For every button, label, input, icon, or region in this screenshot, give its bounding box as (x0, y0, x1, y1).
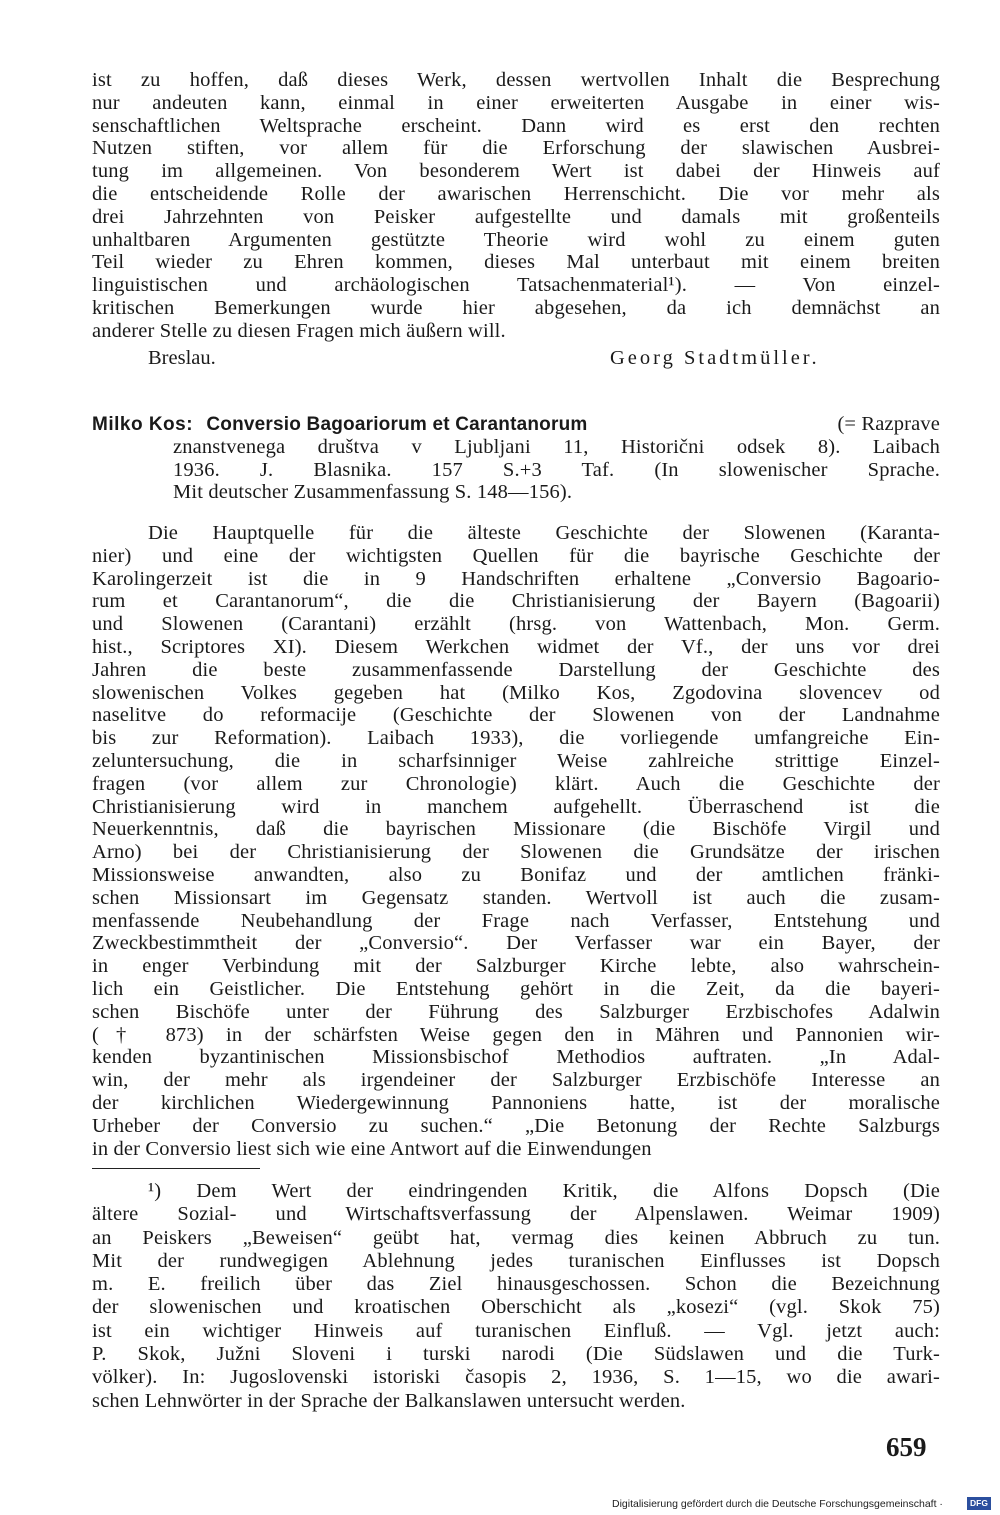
review-text-line: Teil wieder zu Ehren kommen, dieses Mal unterbaut mit einem breiten (92, 251, 940, 274)
footnote-line: der slowenischen und kroatischen Oberschicht als „kosezi“ (vgl. Skok 75) (92, 1296, 940, 1319)
review-text-line: hist., Scriptores XI). Diesem Werkchen widmet der Vf., der uns vor drei (92, 635, 940, 658)
signature-place: Breslau. (148, 347, 216, 369)
review-text-line: ist zu hoffen, daß dieses Werk, dessen wertvollen Inhalt die Besprechung (92, 69, 940, 91)
review-text-line: bis zur Reformation). Laibach 1933), die vorliegende umfangreiche Ein- (92, 727, 940, 750)
review-text-line: in enger Verbindung mit der Salzburger Kirche lebte, also wahrschein- (92, 955, 940, 978)
review-text-line: menfassende Neubehandlung der Frage nach Verfasser, Entstehung und (92, 909, 940, 932)
review-text-line: lich ein Geistlicher. Die Entstehung gehört in die Zeit, da die bayeri- (92, 977, 940, 1000)
footnote-line: ältere Sozial- und Wirtschaftsverfassung der Alpenslawen. Weimar 1909) (92, 1203, 940, 1226)
signature-author: Georg Stadtmüller. (610, 347, 820, 369)
review-text-line: nier) und eine der wichtigsten Quellen für die bayrische Geschichte der (92, 544, 940, 567)
bibliography-series: (= Razprave (837, 413, 940, 435)
bibliography-line: 1936. J. Blasnika. 157 S.+3 Taf. (In slowenischer Sprache. (173, 458, 940, 481)
bibliography-title: Conversio Bagoariorum et Carantanorum (206, 414, 588, 435)
bibliography-line: Mit deutscher Zusammenfassung S. 148—156). (173, 481, 573, 504)
review-text-line: Neuerkenntnis, daß die bayrischen Missionare (die Bischöfe Virgil und (92, 818, 940, 841)
review-signature (148, 346, 880, 370)
review-text-line: Jahren die beste zusammenfassende Darstellung der Geschichte des (92, 658, 940, 681)
review-text-line: und Slowenen (Carantani) erzählt (hrsg. von Wattenbach, Mon. Germ. (92, 613, 940, 636)
review-text-line: schen Bischöfe unter der Führung des Salzburger Erzbischofes Adalwin (92, 1000, 940, 1023)
review-text-line: anderer Stelle zu diesen Fragen mich äußern will. (92, 319, 506, 342)
review-text-line: fragen (vor allem zur Chronologie) klärt. Auch die Geschichte der (92, 772, 940, 795)
review-text-line: kritischen Bemerkungen wurde hier abgesehen, da ich demnächst an (92, 296, 940, 319)
review-text-line: unhaltbaren Argumenten gestützte Theorie wird wohl zu einem guten (92, 228, 940, 251)
review-text-line: tung im allgemeinen. Von besonderem Wert ist dabei der Hinweis auf (92, 160, 940, 183)
review-text-line: linguistischen und archäologischen Tatsachenmaterial¹). — Von einzel- (92, 274, 940, 297)
review-text-line: Urheber der Conversio zu suchen.“ „Die Betonung der Rechte Salzburgs (92, 1114, 940, 1137)
review-continuation (92, 69, 940, 343)
review-text-line: in der Conversio liest sich wie eine Antwort auf die Einwendungen (92, 1137, 652, 1160)
review-text-line: Zweckbestimmtheit der „Conversio“. Der Verfasser war ein Bayer, der (92, 932, 940, 955)
bibliography-heading-line (92, 413, 940, 436)
review-text-line: rum et Carantanorum“, die die Christianisierung der Bayern (Bagoarii) (92, 590, 940, 613)
digitization-notice: Digitalisierung gefördert durch die Deutsche Forschungsgemeinschaft · (612, 1498, 943, 1510)
bibliography-author: Milko Kos: (92, 414, 194, 435)
review-text-line: win, der mehr als irgendeiner der Salzburger Erzbischöfe Interesse an (92, 1069, 940, 1092)
review-text-line: Christianisierung wird in manchem aufgehellt. Überraschend ist die (92, 795, 940, 818)
footnote-divider (92, 1168, 260, 1169)
dfg-logo-icon: DFG (967, 1497, 991, 1510)
review-text-line: Arno) bei der Christianisierung der Slowenen die Grundsätze der irischen (92, 841, 940, 864)
footnote-line: ¹) Dem Wert der eindringenden Kritik, die Alfons Dopsch (Die (148, 1180, 940, 1202)
footnote-line: Mit der rundwegigen Ablehnung jedes turanischen Einflusses ist Dopsch (92, 1249, 940, 1272)
review-text-line: schen Missionsart im Gegensatz standen. Wertvoll ist auch die zusam- (92, 886, 940, 909)
review-text-line: Nutzen stiften, vor allem für die Erforschung der slawischen Ausbrei- (92, 137, 940, 160)
review-text-line: die entscheidende Rolle der awarischen Herrenschicht. Die vor mehr als (92, 182, 940, 205)
review-text-line: Karolingerzeit ist die in 9 Handschriften erhaltene „Conversio Bagoario- (92, 567, 940, 590)
bibliographic-entry (92, 413, 940, 504)
review-text-line: slowenischen Volkes gegeben hat (Milko Kos, Zgodovina slovencev od (92, 681, 940, 704)
review-text-line: zeluntersuchung, die in scharfsinniger Weise zahlreiche strittige Einzel- (92, 749, 940, 772)
footnote-line: P. Skok, Južni Sloveni i turski narodi (Die Südslawen und die Turk- (92, 1343, 940, 1366)
review-text-line: naselitve do reformacije (Geschichte der Slowenen von der Landnahme (92, 704, 940, 727)
footnote-line: schen Lehnwörter in der Sprache der Balkanslawen untersucht werden. (92, 1389, 686, 1412)
review-text-line: kenden byzantinischen Missionsbischof Methodios auftraten. „In Adal- (92, 1046, 940, 1069)
review-text-line: Die Hauptquelle für die älteste Geschichte der Slowenen (Karanta- (148, 522, 940, 544)
review-text-line: der kirchlichen Wiedergewinnung Pannoniens hatte, ist der moralische (92, 1091, 940, 1114)
page-number: 659 (886, 1432, 927, 1462)
review-text-line: Missionsweise anwandten, also zu Bonifaz und der amtlichen fränki- (92, 863, 940, 886)
footnote (92, 1180, 940, 1413)
review-text-line: nur andeuten kann, einmal in einer erweiterten Ausgabe in einer wis- (92, 91, 940, 114)
review-text-line: senschaftlichen Weltsprache erscheint. Dann wird es erst den rechten (92, 114, 940, 137)
bibliography-line: znanstvenega društva v Ljubljani 11, Historični odsek 8). Laibach (173, 435, 940, 458)
review-text-line: († 873) in der schärfsten Weise gegen den in Mähren und Pannonien wir- (92, 1023, 940, 1046)
footnote-line: an Peiskers „Beweisen“ geübt hat, vermag dies keinen Abbruch zu tun. (92, 1226, 940, 1249)
footnote-line: völker). In: Jugoslovenski istoriski časopis 2, 1936, S. 1—15, wo die awari- (92, 1366, 940, 1389)
review-text-line: drei Jahrzehnten von Peisker aufgestellte und damals mit großenteils (92, 205, 940, 228)
footnote-line: ist ein wichtiger Hinweis auf turanischen Einfluß. — Vgl. jetzt auch: (92, 1319, 940, 1342)
review-body (92, 522, 940, 1160)
footnote-line: m. E. freilich über das Ziel hinausgeschossen. Schon die Bezeichnung (92, 1273, 940, 1296)
